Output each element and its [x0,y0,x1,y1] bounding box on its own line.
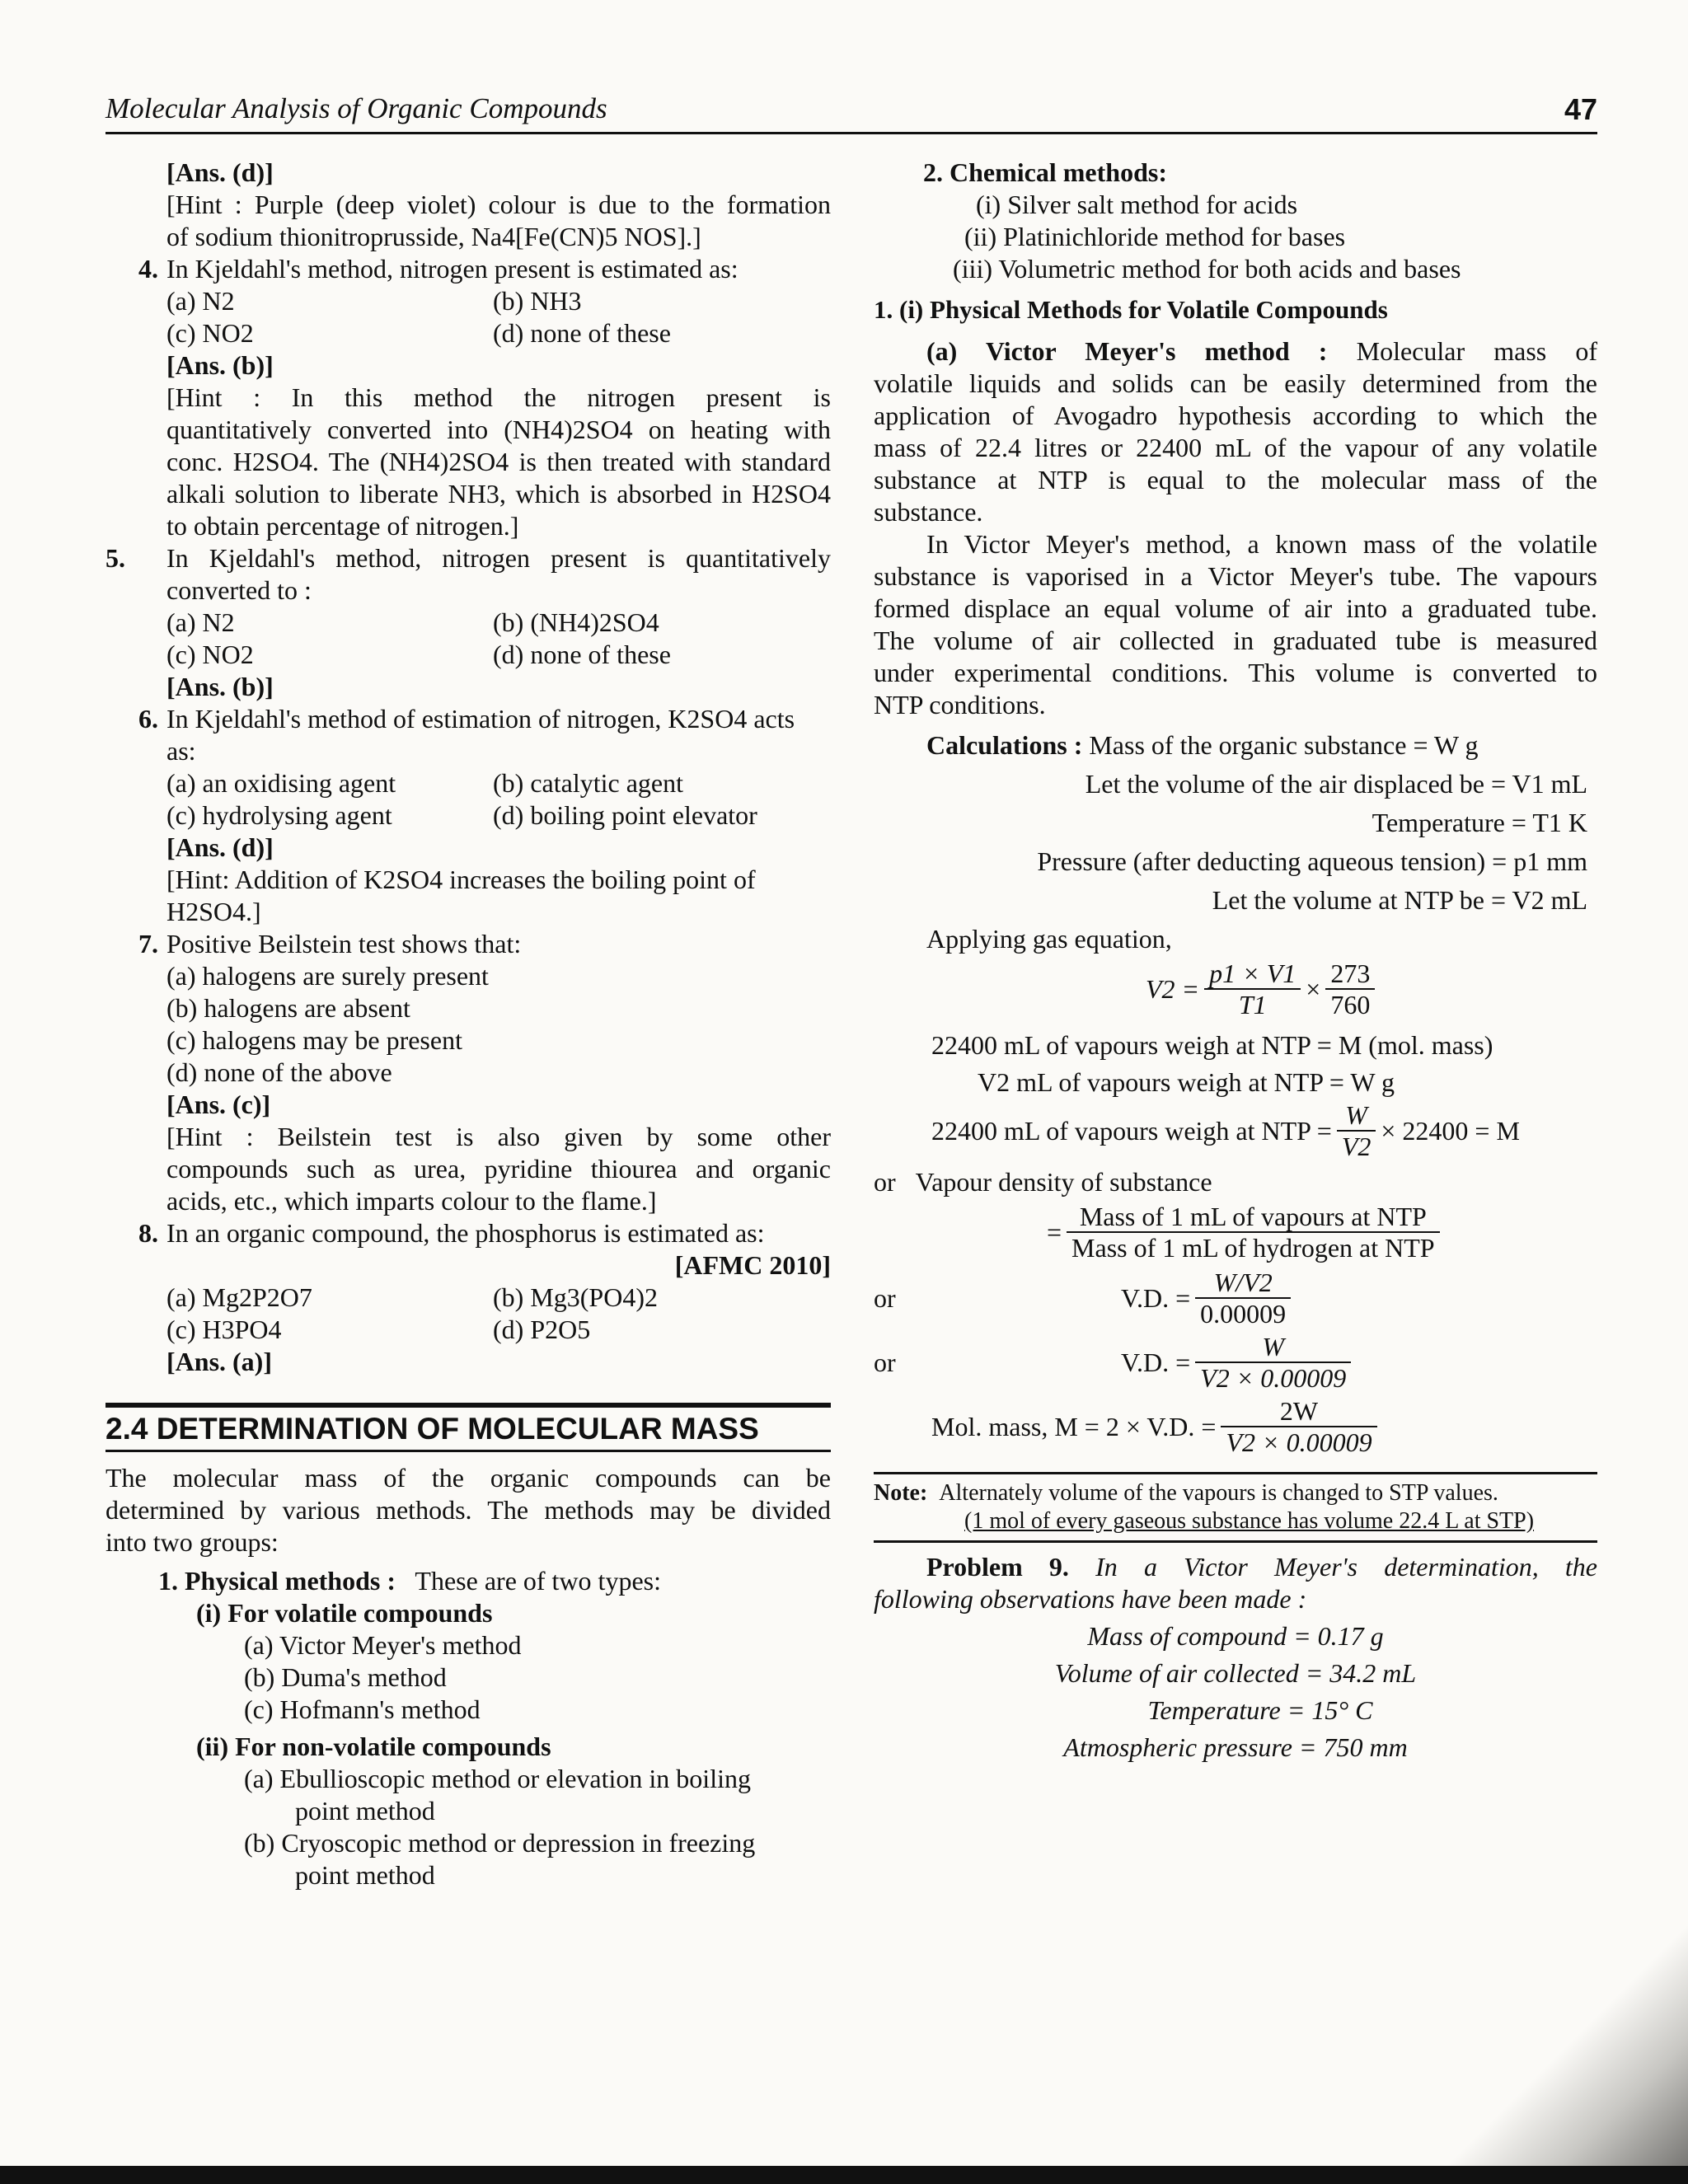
mass-equation: 22400 mL of vapours weigh at NTP = $\frac{W}{V2}$ × 22400 = M [931,1100,1520,1161]
question-6-cont: as: [166,736,196,766]
header-title: Molecular Analysis of Organic Compounds [106,92,607,124]
note-line: Note: Alternately volume of the vapours is changed to STP values. [874,1480,1498,1506]
vm-para-line: volatile liquids and solids can be easily determined from the [874,368,1597,398]
options: (a) N2 (b) (NH4)2SO4 [166,607,659,637]
calc-line: Calculations : Mass of the organic substance = W g [926,730,1479,760]
problem-line: Problem 9. In a Victor Meyer's determination, the [926,1552,1598,1582]
subsection-heading: 1. (i) Physical Methods for Volatile Compounds [874,295,1388,324]
vm-para-line: substance at NTP is equal to the molecular mass of the [874,465,1597,494]
answer: [Ans. (b)] [166,672,274,701]
section-heading [106,1403,831,1452]
running-header [106,92,1597,134]
hint-line: conc. H2SO4. The (NH4)2SO4 is then treated with standard [166,447,831,476]
calc-line: Let the volume of the air displaced be = V1 mL [1085,769,1587,799]
method-item: (b) Duma's method [244,1662,447,1692]
chemical-item: (iii) Volumetric method for both acids and bases [953,254,1461,284]
calc-line: Temperature = T1 K [1372,808,1587,837]
page-curl-shadow [1441,1854,1688,2184]
vm-para-line: NTP conditions. [874,690,1046,719]
options: (c) H3PO4 (d) P2O5 [166,1315,591,1344]
vd-equation: = $\frac{\text{Mass of 1 mL of vapours at NTP}}{\text{Mass of 1 mL of hydrogen at NTP}}$ [874,1202,1597,1263]
options: (a) an oxidising agent (b) catalytic agent [166,768,683,798]
vm-para-line: In Victor Meyer's method, a known mass of the volatile [926,529,1597,559]
left-column [106,157,831,1891]
hint-line: alkali solution to liberate NH3, which is absorbed in H2SO4 [166,479,831,509]
vm-para-line: The volume of air collected in graduated tube is measured [874,626,1597,655]
hint-line: [Hint: Addition of K2SO4 increases the boiling point of [166,865,756,894]
vm-para-line: (a) Victor Meyer's method : Molecular mass of [926,336,1598,366]
chemical-item: (i) Silver salt method for acids [976,190,1298,219]
question-5-cont: converted to : [166,575,312,605]
hint-line: [Hint : Purple (deep violet) colour is due to the formation [166,190,831,219]
observation: Mass of compound = 0.17 g [1087,1621,1384,1651]
calc-line: Pressure (after deducting aqueous tension) = p1 mm [1037,846,1587,876]
volatile-heading: (i) For volatile compounds [196,1598,493,1628]
vm-para-line: under experimental conditions. This volume is converted to [874,658,1597,687]
gas-equation: V2 = $\frac{p1 \times V1}{T1}$ × $\frac{273}{760}$ [874,958,1597,1019]
calc-line: Let the volume at NTP be = V2 mL [1212,885,1587,915]
page-number: 47 [1564,92,1597,126]
mol-mass-equation: Mol. mass, M = 2 × V.D. = $\frac{2W}{V2 \times 0.00009}$ [874,1396,1597,1457]
observation: Atmospheric pressure = 750 mm [1063,1732,1408,1762]
question-7: 7. Positive Beilstein test shows that: [138,929,522,958]
answer: [Ans. (b)] [166,350,274,380]
options: (c) hydrolysing agent (d) boiling point elevator [166,800,757,830]
option: (a) halogens are surely present [166,961,489,991]
options: (a) Mg2P2O7 (b) Mg3(PO4)2 [166,1282,658,1312]
question-6: 6. In Kjeldahl's method of estimation of nitrogen, K2SO4 acts [138,704,795,733]
method-item: (c) Hofmann's method [244,1694,481,1724]
physical-methods: 1. Physical methods : These are of two types: [158,1566,661,1596]
observation: Volume of air collected = 34.2 mL [1054,1658,1417,1688]
options: (c) NO2 (d) none of these [166,318,671,348]
calc-line: Applying gas equation, [926,924,1172,954]
intro-line: determined by various methods. The methods may be divided [106,1495,831,1525]
vm-para-line: substance is vaporised in a Victor Meyer's tube. The vapours [874,561,1597,591]
chemical-heading: 2. Chemical methods: [923,157,1167,187]
hint-line: acids, etc., which imparts colour to the flame.] [166,1186,657,1216]
problem-line: following observations have been made : [874,1584,1307,1614]
question-4: 4. In Kjeldahl's method, nitrogen present is estimated as: [138,254,738,284]
answer: [Ans. (c)] [166,1090,271,1119]
method-item: (a) Ebullioscopic method or elevation in boiling [244,1764,751,1793]
option: (d) none of the above [166,1057,392,1087]
bottom-edge [0,2166,1688,2184]
method-item: (a) Victor Meyer's method [244,1630,522,1660]
calc-line: 22400 mL of vapours weigh at NTP = M (mol. mass) [931,1030,1493,1060]
hint-line: [Hint : Beilstein test is also given by some other [166,1122,831,1151]
vm-para-line: substance. [874,497,983,527]
hint-line: H2SO4.] [166,897,261,926]
answer: [Ans. (a)] [166,1347,272,1376]
exam-tag: [AFMC 2010] [674,1250,831,1280]
vd-equation-3: or V.D. = $\frac{W}{V2 \times 0.00009}$ [874,1332,1597,1393]
hint-line: of sodium thionitroprusside, Na4[Fe(CN)5 NOS].] [166,222,701,251]
note-line: (1 mol of every gaseous substance has volume 22.4 L at STP) [964,1508,1535,1534]
intro-line: The molecular mass of the organic compounds can be [106,1463,831,1493]
option: (b) halogens are absent [166,993,410,1023]
vm-para-line: formed displace an equal volume of air into a graduated tube. [874,593,1597,623]
option: (c) halogens may be present [166,1025,462,1055]
hint-line: compounds such as urea, pyridine thiourea and organic [166,1154,831,1183]
calc-line: V2 mL of vapours weigh at NTP = W g [978,1067,1395,1097]
observation: Temperature = 15° C [1147,1695,1373,1725]
right-column [874,157,1597,1764]
vd-line: or Vapour density of substance [874,1167,1212,1197]
intro-line: into two groups: [106,1527,279,1557]
hint-line: [Hint : In this method the nitrogen present is [166,382,831,412]
vm-para-line: application of Avogadro hypothesis according to which the [874,401,1597,430]
answer: [Ans. (d)] [166,832,274,862]
hint-line: quantitatively converted into (NH4)2SO4 on heating with [166,415,831,444]
answer: [Ans. (d)] [166,157,274,187]
options: (c) NO2 (d) none of these [166,640,671,669]
chemical-item: (ii) Platinichloride method for bases [964,222,1346,251]
options: (a) N2 (b) NH3 [166,286,582,316]
vd-equation-2: or V.D. = $\frac{W/V2}{0.00009}$ [874,1268,1597,1329]
vm-para-line: mass of 22.4 litres or 22400 mL of the vapour of any volatile [874,433,1597,462]
method-item-cont: point method [295,1860,435,1890]
method-item-cont: point method [295,1796,435,1825]
nonvolatile-heading: (ii) For non-volatile compounds [196,1732,551,1761]
hint-line: to obtain percentage of nitrogen.] [166,511,519,541]
question-5: 5. In Kjeldahl's method, nitrogen present is quantitatively [106,543,831,573]
method-item: (b) Cryoscopic method or depression in freezing [244,1828,756,1858]
question-8: 8. In an organic compound, the phosphorus is estimated as: [138,1218,765,1248]
note-box [874,1472,1597,1543]
section-title: 2.4 DETERMINATION OF MOLECULAR MASS [106,1412,759,1446]
